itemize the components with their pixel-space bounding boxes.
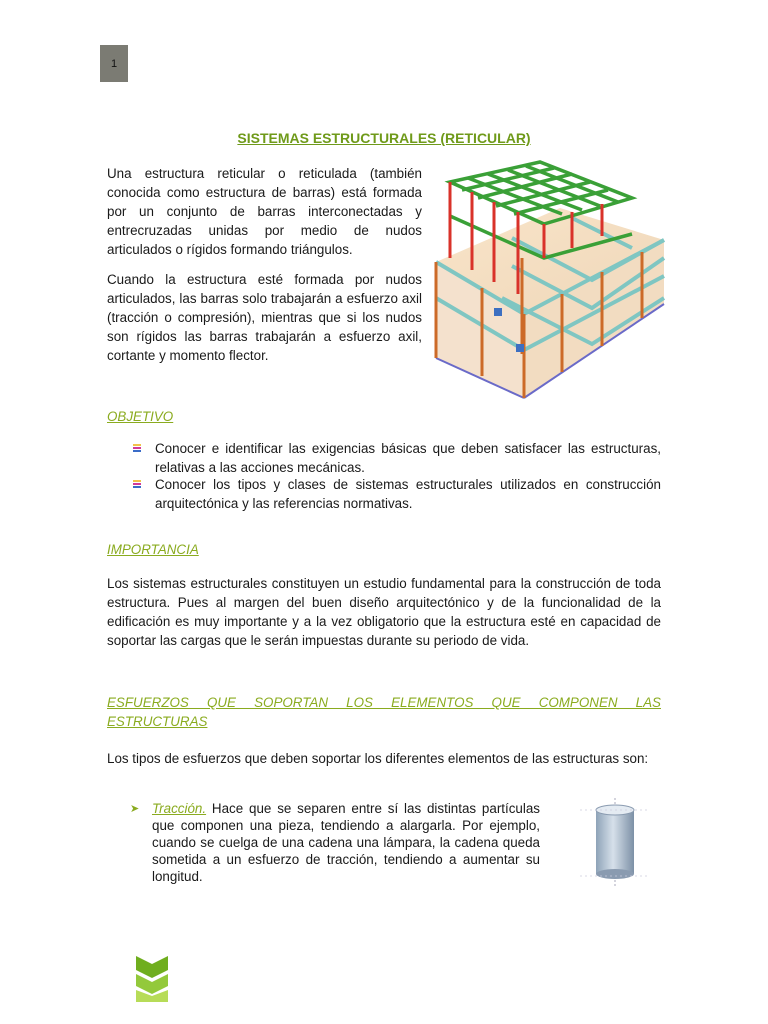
- objetivo-item-text: Conocer e identificar las exigencias básicas que deben satisfacer las estructuras, relativas a las acciones mecánicas.: [155, 441, 661, 475]
- intro-paragraph-2: Cuando la estructura esté formada por nudos articulados, las barras solo trabajarán a esfuerzo axil (tracción o compresión), mientras que si los nudos son rígidos las barras trabajarán a esfuerzo axil, cortante y momento flector.: [107, 272, 422, 363]
- traccion-label: Tracción.: [152, 801, 207, 816]
- esfuerzos-heading: ESFUERZOS QUE SOPORTAN LOS ELEMENTOS QUE COMPONEN LAS ESTRUCTURAS: [107, 695, 661, 729]
- page-title: SISTEMAS ESTRUCTURALES (RETICULAR): [237, 130, 531, 146]
- list-item: [130, 439, 661, 477]
- bullet-icon: [133, 444, 141, 452]
- traccion-text: Hace que se separen entre sí las distintas partículas que componen una pieza, tendiendo a alargarla. Por ejemplo, cuando se cuelga de una cadena una lámpara, la cadena queda sometida a un esfuerzo de tracción, tendiendo a aumentar su longitud.: [152, 801, 540, 884]
- objetivo-heading: OBJETIVO: [107, 409, 174, 424]
- bullet-icon: [133, 480, 141, 488]
- importancia-heading: IMPORTANCIA: [107, 542, 199, 557]
- page-number-badge: [100, 45, 128, 82]
- arrow-bullet-icon: ➤: [130, 803, 140, 815]
- list-item: [130, 475, 661, 513]
- traction-cylinder-illustration: [576, 796, 654, 890]
- importancia-paragraph: Los sistemas estructurales constituyen un estudio fundamental para la construcción de toda estructura. Pues al margen del buen diseño arquitectónico y de la funcionalidad de la edificación es muy importante y a la vez obligatorio que la estructura esté en capacidad de soportar las cargas que le serán impuestas durante su periodo de vida.: [107, 576, 661, 648]
- intro-paragraph-1: Una estructura reticular o reticulada (también conocida como estructura de barras) está formada por un conjunto de barras interconectadas y entrecruzadas unidas por medio de nudos articulados o rígidos formando triángulos.: [107, 166, 422, 257]
- page-number: 1: [110, 57, 118, 70]
- green-chevron-icon: [136, 956, 168, 1002]
- traccion-item: [130, 800, 540, 885]
- esfuerzos-intro: Los tipos de esfuerzos que deben soportar los diferentes elementos de las estructuras son:: [107, 751, 649, 766]
- objetivo-list: [130, 439, 661, 513]
- reticular-structure-illustration: [432, 158, 672, 406]
- objetivo-item-text: Conocer los tipos y clases de sistemas estructurales utilizados en construcción arquitectónica y las referencias normativas.: [155, 477, 661, 511]
